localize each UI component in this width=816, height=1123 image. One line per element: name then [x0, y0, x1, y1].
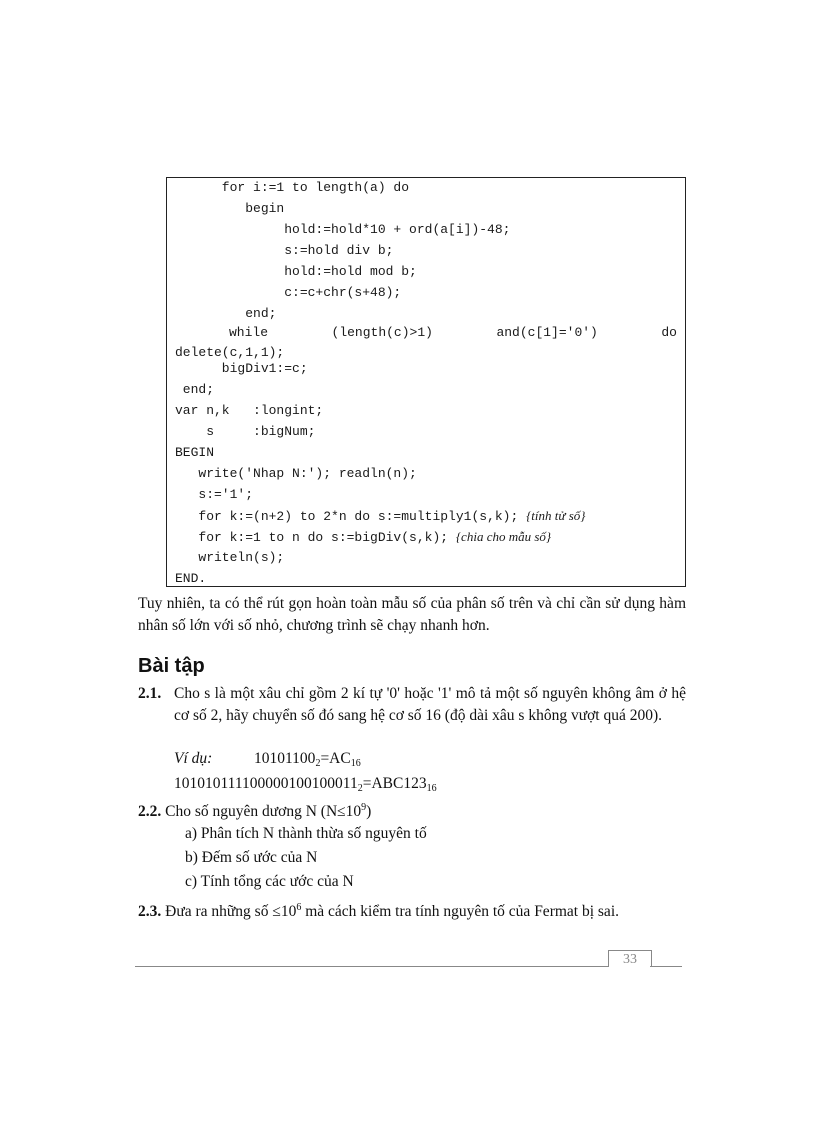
code-line: for i:=1 to length(a) do [175, 180, 410, 195]
page-number: 33 [608, 950, 652, 967]
code-token: while [229, 325, 269, 340]
code-line: writeln(s); [175, 550, 285, 565]
exercise-number: 2.1. [138, 685, 162, 702]
exercise-2-2: 2.2. Cho số nguyên dương N $(N\le 10^9)$ [138, 802, 372, 820]
exercise-2-3: 2.3. Đưa ra những số $\le 10^6$ mà cách kiểm tra tính nguyên tố của Fermat bị sai. [138, 902, 619, 920]
section-title: Bài tập [138, 655, 205, 677]
code-line: hold:=hold mod b; [175, 264, 417, 279]
code-line: s:='1'; [175, 487, 254, 502]
code-line-multiply [175, 506, 585, 526]
code-line: delete(c,1,1); [175, 345, 285, 360]
footer-rule-left [135, 966, 608, 967]
code-comment: {chia cho mẫu số} [455, 529, 552, 544]
code-comment: {tính tử số} [526, 508, 586, 523]
code-line: bigDiv1:=c; [175, 361, 308, 376]
code-line: var n,k :longint; [175, 403, 324, 418]
example-label: Ví dụ: [174, 750, 213, 767]
code-line: c:=c+chr(s+48); [175, 285, 402, 300]
code-line: end; [175, 306, 277, 321]
code-line: BEGIN [175, 445, 215, 460]
code-line: write('Nhap N:'); readln(n); [175, 466, 417, 481]
example-2: $101010111100000100100011_2=ABC123_{16}$ [174, 775, 437, 794]
code-line: end; [175, 382, 215, 397]
code-line: s :bigNum; [175, 424, 316, 439]
code-token: and(c[1]='0') [496, 325, 598, 340]
code-text: for k:=(n+2) to 2*n do s:=multiply1(s,k); [175, 509, 519, 524]
footer-rule-right [650, 966, 682, 967]
body-paragraph: Tuy nhiên, ta có thể rút gọn hoàn toàn mẫu số của phân số trên và chỉ cần sử dụng hàm nhân số lớn với số nhỏ, chương trình sẽ chạy nhanh hơn. [138, 595, 686, 634]
code-line: hold:=hold*10 + ord(a[i])-48; [175, 222, 511, 237]
code-text: for k:=1 to n do s:=bigDiv(s,k); [175, 530, 449, 545]
code-line: begin [175, 201, 285, 216]
code-listing [166, 177, 686, 587]
code-token: (length(c)>1) [331, 325, 433, 340]
code-line: END. [175, 571, 207, 586]
exercise-text: Cho s là một xâu chỉ gồm 2 kí tự '0' hoặc '1' mô tả một số nguyên không âm ở hệ cơ số 2, hãy chuyển số đó sang hệ cơ số 16 (độ dài xâu s không vượt quá 200). [174, 685, 686, 724]
code-line-while [229, 323, 677, 343]
code-line-div [175, 527, 551, 547]
example-1: $10101100_2=AC_{16}$ [254, 750, 361, 769]
code-token: do [661, 325, 677, 340]
list-item: a) Phân tích N thành thừa số nguyên tố [185, 825, 427, 842]
code-line: s:=hold div b; [175, 243, 394, 258]
list-item: c) Tính tổng các ước của N [185, 873, 354, 890]
list-item: b) Đếm số ước của N [185, 849, 318, 866]
